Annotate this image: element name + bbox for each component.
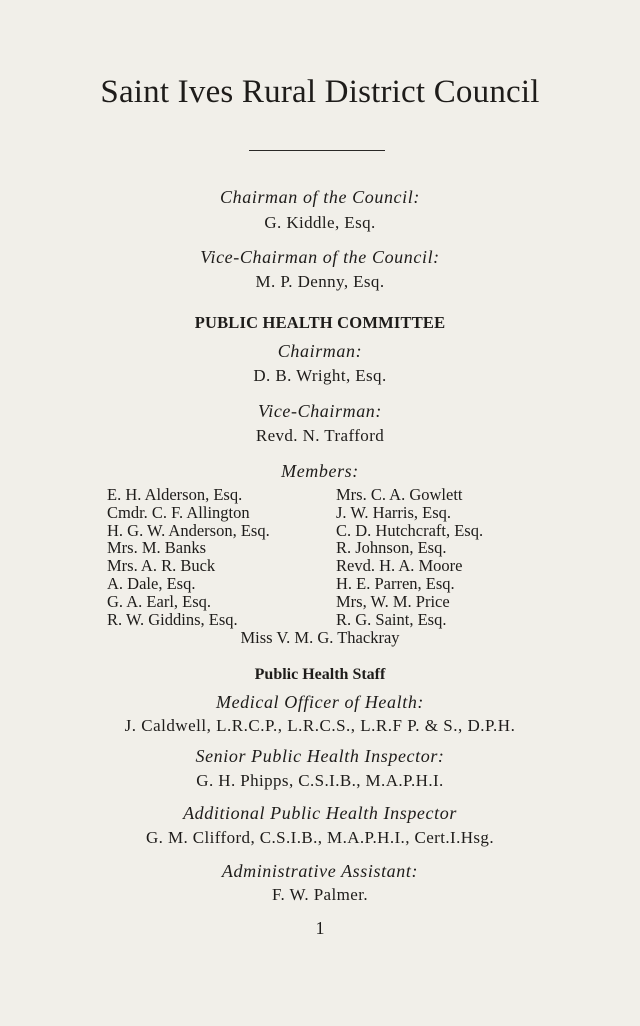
member-name: R. Johnson, Esq. <box>336 538 447 558</box>
member-name: E. H. Alderson, Esq. <box>107 485 243 504</box>
moh-name: J. Caldwell, L.R.C.P., L.R.C.S., L.R.F P. & S., D.P.H. <box>124 716 516 735</box>
member-name: J. W. Harris, Esq. <box>336 502 452 522</box>
page-title: Saint Ives Rural District Council <box>100 74 540 110</box>
member-name: Mrs. C. A. Gowlett <box>336 485 463 504</box>
member-name: Mrs, W. M. Price <box>336 591 450 611</box>
member-name: Revd. H. A. Moore <box>336 556 463 576</box>
council-chairman-name: G. Kiddle, Esq. <box>264 213 376 232</box>
committee-chairman-name: D. B. Wright, Esq. <box>253 366 387 385</box>
moh-label: Medical Officer of Health: <box>215 692 425 712</box>
sphi-label: Senior Public Health Inspector: <box>195 746 445 766</box>
council-vice-chairman-name: M. P. Denny, Esq. <box>255 272 385 291</box>
member-name: R. G. Saint, Esq. <box>336 609 447 629</box>
committee-vice-chairman-label: Vice-Chairman: <box>257 401 383 421</box>
title-divider <box>249 150 385 151</box>
members-label: Members: <box>281 461 359 481</box>
members-left-column <box>107 486 270 628</box>
member-name: H. G. W. Anderson, Esq. <box>107 520 270 540</box>
member-name: Mrs. A. R. Buck <box>107 556 216 576</box>
member-name: R. W. Giddins, Esq. <box>107 609 238 629</box>
member-name: C. D. Hutchcraft, Esq. <box>336 520 484 540</box>
admin-label: Administrative Assistant: <box>221 861 419 881</box>
committee-vice-chairman-name: Revd. N. Trafford <box>255 426 385 445</box>
member-name: H. E. Parren, Esq. <box>336 573 455 593</box>
committee-heading: PUBLIC HEALTH COMMITTEE <box>194 313 446 332</box>
member-name: Mrs. M. Banks <box>107 538 207 558</box>
admin-name: F. W. Palmer. <box>272 885 368 904</box>
member-name: A. Dale, Esq. <box>107 573 196 593</box>
committee-chairman-label: Chairman: <box>277 341 363 361</box>
members-right-column <box>336 486 483 628</box>
member-name: Cmdr. C. F. Allington <box>107 502 250 522</box>
staff-heading: Public Health Staff <box>254 666 386 683</box>
page-number: 1 <box>315 918 325 938</box>
member-name-last: Miss V. M. G. Thackray <box>240 628 400 647</box>
aphi-label: Additional Public Health Inspector <box>183 803 457 823</box>
member-name: G. A. Earl, Esq. <box>107 591 212 611</box>
aphi-name: G. M. Clifford, C.S.I.B., M.A.P.H.I., Cert.I.Hsg. <box>146 828 494 847</box>
sphi-name: G. H. Phipps, C.S.I.B., M.A.P.H.I. <box>196 771 444 790</box>
council-vice-chairman-label: Vice-Chairman of the Council: <box>200 247 440 267</box>
council-chairman-label: Chairman of the Council: <box>220 187 420 207</box>
